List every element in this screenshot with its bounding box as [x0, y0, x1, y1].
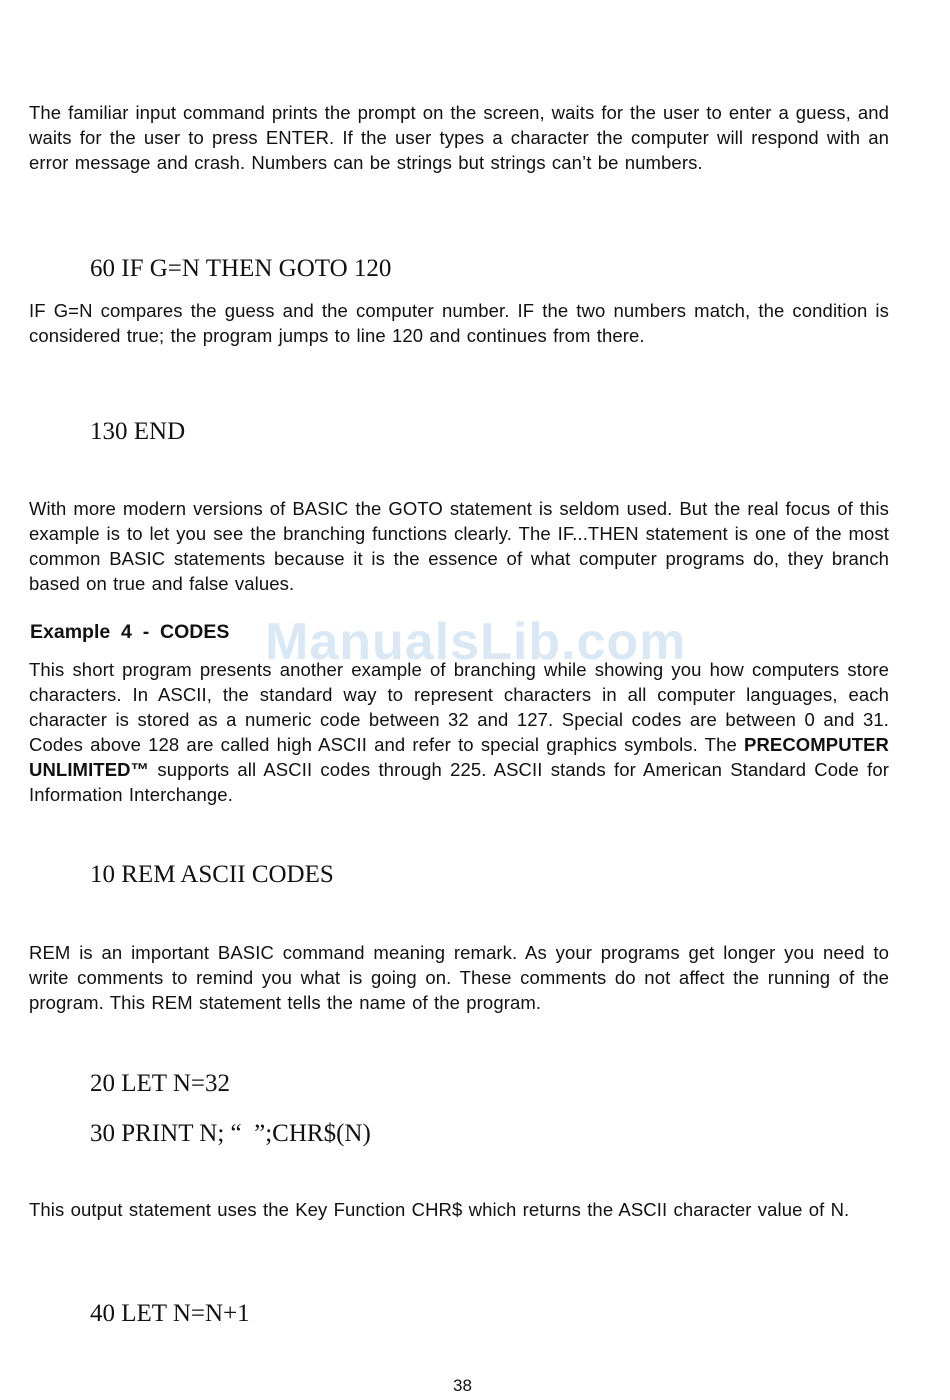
watermark: ManualsLib.com [265, 613, 687, 671]
paragraph-chr-note: This output statement uses the Key Function CHR$ which returns the ASCII character value of N. [29, 1199, 850, 1220]
page-number: 38 [453, 1376, 472, 1395]
paragraph-input-command: The familiar input command prints the prompt on the screen, waits for the user to enter a guess, and waits for the user to press ENTER. If the user types a character the computer will respond with an error message and crash. Numbers can be strings but strings can’t be numbers. [29, 102, 889, 173]
paragraph-rem-note: REM is an important BASIC command meaning remark. As your programs get longer you need to write comments to remind you what is going on. These comments do not affect the running of the program. This REM statement tells the name of the program. [29, 942, 889, 1013]
paragraph-goto-note: With more modern versions of BASIC the GOTO statement is seldom used. But the real focus of this example is to let you see the branching functions clearly. The IF...THEN statement is one of the most common BASIC statements because it is the essence of what computer programs do, they branch based on true and false values. [29, 498, 889, 594]
code-line-130: 130 END [90, 418, 186, 445]
code-line-60: 60 IF G=N THEN GOTO 120 [90, 255, 392, 282]
paragraph-ascii-intro [29, 657, 889, 807]
ascii-intro-text-b: supports all ASCII codes through 225. ASCII stands for American Standard Code for Information Interchange. [29, 759, 889, 805]
code-line-20: 20 LET N=32 [90, 1070, 231, 1097]
code-line-30: 30 PRINT N; “ ”;CHR$(N) [90, 1120, 371, 1147]
code-line-40: 40 LET N=N+1 [90, 1300, 250, 1327]
brand-name: PRECOMPUTER UNLIMITED™ [29, 734, 889, 780]
code-line-10: 10 REM ASCII CODES [90, 861, 334, 888]
example-heading: Example 4 - CODES [30, 621, 230, 643]
paragraph-if-compare: IF G=N compares the guess and the computer number. IF the two numbers match, the condition is considered true; the program jumps to line 120 and continues from there. [29, 300, 889, 346]
ascii-intro-text-a: This short program presents another example of branching while showing you how computers store characters. In ASCII, the standard way to represent characters in all computer languages, each character is stored as a numeric code between 32 and 127. Special codes are between 0 and 31. Codes above 128 are called high ASCII and refer to special graphics symbols. The [29, 659, 889, 755]
